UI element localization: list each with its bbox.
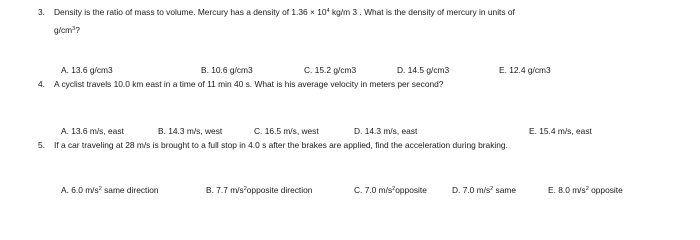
question-stem-line xyxy=(54,26,80,34)
exponent: 2 xyxy=(490,186,494,192)
stem-text: kg/m 3 . What is the density of mercury in units of xyxy=(329,7,515,17)
option-text: opposite xyxy=(395,185,427,195)
stem-text: Density is the ratio of mass to volume. Mercury has a density of 1.36 × 10 xyxy=(54,7,327,17)
answer-option: E. 12.4 g/cm3 xyxy=(499,65,551,75)
option-text: B. 7.7 m/s xyxy=(206,185,244,195)
stem-text: ? xyxy=(75,25,80,35)
answer-option: A. 13.6 g/cm3 xyxy=(61,65,113,75)
answer-option: C. 16.5 m/s, west xyxy=(254,126,319,136)
answer-option xyxy=(206,186,312,194)
exponent: 2 xyxy=(98,186,102,192)
answer-option xyxy=(354,186,427,194)
exponent: 2 xyxy=(392,186,396,192)
answer-option xyxy=(452,186,516,194)
option-text: opposite xyxy=(588,185,623,195)
option-text: D. 7.0 m/s xyxy=(452,185,491,195)
option-text: A. 6.0 m/s xyxy=(61,185,99,195)
stem-text: g/cm xyxy=(54,25,73,35)
answer-option: C. 15.2 g/cm3 xyxy=(304,65,357,75)
answer-option xyxy=(61,186,159,194)
option-text: same xyxy=(493,185,517,195)
answer-option: B. 10.6 g/cm3 xyxy=(201,65,253,75)
question-stem-line xyxy=(54,8,515,16)
question-number: 3. xyxy=(38,7,45,17)
question-stem-line: If a car traveling at 28 m/s is brought to a full stop in 4.0 s after the brakes are applied, find the acceleration during braking. xyxy=(54,140,508,150)
exponent: 4 xyxy=(326,8,330,14)
exponent: 2 xyxy=(585,186,589,192)
answer-option: D. 14.5 g/cm3 xyxy=(397,65,450,75)
answer-option: A. 13.6 m/s, east xyxy=(61,126,124,136)
question-stem-line: A cyclist travels 10.0 km east in a time of 11 min 40 s. What is his average velocity in meters per second? xyxy=(54,79,444,89)
answer-option: B. 14.3 m/s, west xyxy=(158,126,223,136)
answer-option xyxy=(548,186,623,194)
option-text: E. 8.0 m/s xyxy=(548,185,586,195)
option-text: opposite direction xyxy=(246,185,313,195)
question-number: 5. xyxy=(38,140,45,150)
answer-option: E. 15.4 m/s, east xyxy=(529,126,592,136)
answer-option: D. 14.3 m/s, east xyxy=(354,126,418,136)
option-text: C. 7.0 m/s xyxy=(354,185,393,195)
option-text: same direction xyxy=(101,185,159,195)
question-number: 4. xyxy=(38,79,45,89)
exponent: 2 xyxy=(243,186,247,192)
exponent: 3 xyxy=(72,26,76,32)
